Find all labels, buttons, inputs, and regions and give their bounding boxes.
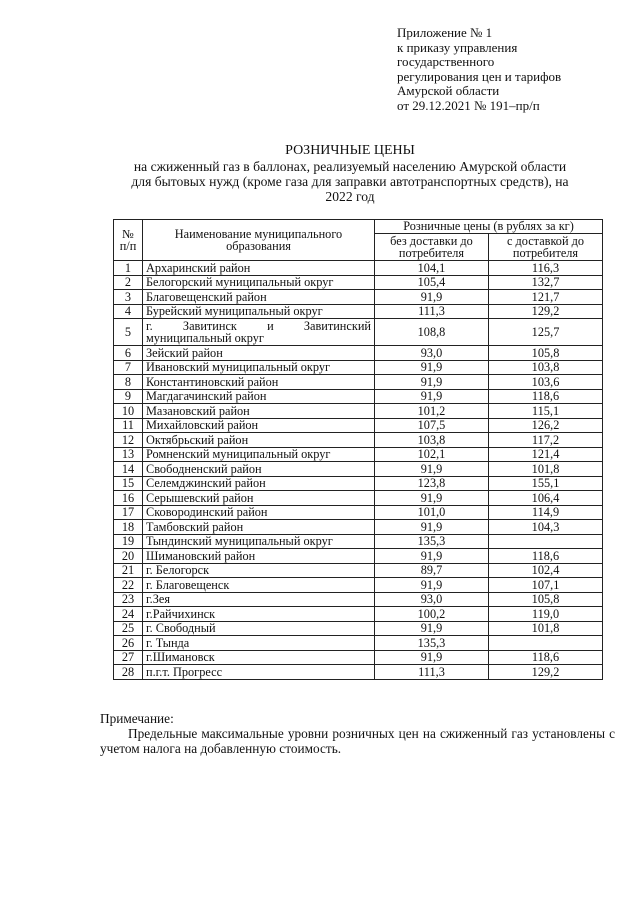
row-municipality: п.г.т. Прогресс (143, 665, 375, 680)
row-price-with-delivery: 155,1 (489, 476, 603, 491)
row-number: 20 (114, 549, 143, 564)
row-municipality: Благовещенский район (143, 290, 375, 305)
appendix-line: государственного (397, 54, 495, 69)
row-number: 10 (114, 404, 143, 419)
row-municipality: г.Зея (143, 592, 375, 607)
row-municipality: Октябрьский район (143, 433, 375, 448)
row-municipality: Магдагачинский район (143, 389, 375, 404)
row-number: 16 (114, 491, 143, 506)
table-row (114, 578, 603, 593)
row-price-with-delivery: 119,0 (489, 607, 603, 622)
row-number: 6 (114, 346, 143, 361)
row-number: 15 (114, 476, 143, 491)
document-subtitle-line: 2022 год (325, 189, 375, 204)
note-block (100, 711, 615, 756)
row-number: 7 (114, 360, 143, 375)
row-municipality: Бурейский муниципальный округ (143, 304, 375, 319)
row-number: 3 (114, 290, 143, 305)
appendix-line: от 29.12.2021 № 191–пр/п (397, 97, 540, 113)
row-municipality: г. Белогорск (143, 563, 375, 578)
row-price-with-delivery: 117,2 (489, 433, 603, 448)
row-price-no-delivery: 107,5 (375, 418, 489, 433)
row-number: 8 (114, 375, 143, 390)
header-prices: Розничные цены (в рублях за кг) (375, 220, 603, 234)
row-price-with-delivery: 101,8 (489, 462, 603, 477)
document-title: РОЗНИЧНЫЕ ЦЕНЫ (285, 143, 415, 158)
appendix-line: к приказу управления (397, 39, 518, 55)
row-municipality: Селемджинский район (143, 476, 375, 491)
row-price-with-delivery: 118,6 (489, 549, 603, 564)
row-municipality: Ромненский муниципальный округ (143, 447, 375, 462)
row-price-no-delivery: 91,9 (375, 491, 489, 506)
row-number: 9 (114, 389, 143, 404)
row-price-with-delivery: 105,8 (489, 346, 603, 361)
row-price-with-delivery (489, 534, 603, 549)
row-price-no-delivery: 111,3 (375, 665, 489, 680)
row-number: 12 (114, 433, 143, 448)
row-price-with-delivery: 107,1 (489, 578, 603, 593)
row-price-no-delivery: 104,1 (375, 261, 489, 276)
row-number: 25 (114, 621, 143, 636)
table-row (114, 346, 603, 361)
header-municipality: Наименование муниципального образования (143, 220, 375, 261)
row-price-with-delivery: 103,6 (489, 375, 603, 390)
row-price-no-delivery: 135,3 (375, 534, 489, 549)
row-municipality: Константиновский район (143, 375, 375, 390)
row-price-with-delivery: 104,3 (489, 520, 603, 535)
row-price-with-delivery (489, 636, 603, 651)
row-number: 26 (114, 636, 143, 651)
header-no-delivery: без доставки до потребителя (375, 234, 489, 261)
row-number: 1 (114, 261, 143, 276)
table-row (114, 319, 603, 346)
row-number: 19 (114, 534, 143, 549)
table-row (114, 275, 603, 290)
row-municipality: г.Райчихинск (143, 607, 375, 622)
row-price-no-delivery: 123,8 (375, 476, 489, 491)
table-row (114, 491, 603, 506)
row-municipality: Белогорский муниципальный округ (143, 275, 375, 290)
note-label: Примечание: (100, 711, 174, 726)
row-number: 22 (114, 578, 143, 593)
row-price-with-delivery: 129,2 (489, 665, 603, 680)
row-municipality: Тамбовский район (143, 520, 375, 535)
row-number: 4 (114, 304, 143, 319)
table-row (114, 505, 603, 520)
row-price-no-delivery: 91,9 (375, 290, 489, 305)
row-municipality: Ивановский муниципальный округ (143, 360, 375, 375)
table-row (114, 476, 603, 491)
row-municipality: г. Тында (143, 636, 375, 651)
row-price-no-delivery: 91,9 (375, 549, 489, 564)
row-price-no-delivery: 91,9 (375, 621, 489, 636)
table-row (114, 636, 603, 651)
row-municipality: Шимановский район (143, 549, 375, 564)
row-price-no-delivery: 100,2 (375, 607, 489, 622)
row-municipality: Тындинский муниципальный округ (143, 534, 375, 549)
row-price-no-delivery: 91,9 (375, 360, 489, 375)
row-price-with-delivery: 116,3 (489, 261, 603, 276)
table-row (114, 404, 603, 419)
row-price-with-delivery: 118,6 (489, 389, 603, 404)
row-number: 18 (114, 520, 143, 535)
row-price-no-delivery: 91,9 (375, 375, 489, 390)
row-price-with-delivery: 121,7 (489, 290, 603, 305)
table-row (114, 462, 603, 477)
row-price-with-delivery: 115,1 (489, 404, 603, 419)
row-number: 24 (114, 607, 143, 622)
row-price-with-delivery: 102,4 (489, 563, 603, 578)
row-price-with-delivery: 121,4 (489, 447, 603, 462)
row-number: 17 (114, 505, 143, 520)
table-row (114, 621, 603, 636)
row-number: 13 (114, 447, 143, 462)
table-row (114, 520, 603, 535)
row-municipality: Свободненский район (143, 462, 375, 477)
appendix-line: Приложение № 1 (397, 25, 493, 40)
table-row (114, 375, 603, 390)
table-row (114, 549, 603, 564)
row-number: 27 (114, 650, 143, 665)
row-municipality: г. Благовещенск (143, 578, 375, 593)
table-row (114, 360, 603, 375)
row-number: 2 (114, 275, 143, 290)
row-price-with-delivery: 126,2 (489, 418, 603, 433)
row-municipality: г. Свободный (143, 621, 375, 636)
row-number: 28 (114, 665, 143, 680)
row-price-with-delivery: 129,2 (489, 304, 603, 319)
row-municipality: Архаринский район (143, 261, 375, 276)
row-number: 21 (114, 563, 143, 578)
table-row (114, 418, 603, 433)
row-municipality: Серышевский район (143, 491, 375, 506)
table-row (114, 261, 603, 276)
row-price-no-delivery: 91,9 (375, 578, 489, 593)
row-price-with-delivery: 125,7 (489, 319, 603, 346)
row-price-no-delivery: 103,8 (375, 433, 489, 448)
table-row (114, 592, 603, 607)
row-price-no-delivery: 93,0 (375, 346, 489, 361)
row-municipality: г. Завитинск и Завитинский муниципальный округ (143, 319, 375, 346)
row-municipality: Михайловский район (143, 418, 375, 433)
table-row (114, 534, 603, 549)
row-price-no-delivery: 101,0 (375, 505, 489, 520)
row-municipality: г.Шимановск (143, 650, 375, 665)
row-number: 11 (114, 418, 143, 433)
table-row (114, 290, 603, 305)
row-number: 23 (114, 592, 143, 607)
table-row (114, 607, 603, 622)
row-price-no-delivery: 93,0 (375, 592, 489, 607)
row-price-no-delivery: 108,8 (375, 319, 489, 346)
appendix-block (397, 26, 632, 113)
row-price-with-delivery: 106,4 (489, 491, 603, 506)
row-price-no-delivery: 135,3 (375, 636, 489, 651)
row-municipality: Сковородинский район (143, 505, 375, 520)
table-row (114, 563, 603, 578)
row-municipality: Мазановский район (143, 404, 375, 419)
table-row (114, 447, 603, 462)
row-price-with-delivery: 101,8 (489, 621, 603, 636)
row-price-no-delivery: 91,9 (375, 520, 489, 535)
row-price-no-delivery: 89,7 (375, 563, 489, 578)
row-price-no-delivery: 91,9 (375, 650, 489, 665)
row-price-with-delivery: 132,7 (489, 275, 603, 290)
header-number: № п/п (114, 220, 143, 261)
row-price-with-delivery: 103,8 (489, 360, 603, 375)
prices-table (113, 219, 603, 680)
note-text: Предельные максимальные уровни розничных цен на сжиженный газ установлены с учетом налога на добавленную стоимость. (100, 726, 615, 756)
row-municipality: Зейский район (143, 346, 375, 361)
row-price-with-delivery: 114,9 (489, 505, 603, 520)
table-row (114, 304, 603, 319)
row-price-with-delivery: 118,6 (489, 650, 603, 665)
row-price-no-delivery: 91,9 (375, 462, 489, 477)
row-number: 5 (114, 319, 143, 346)
appendix-line: регулирования цен и тарифов (397, 68, 562, 84)
table-row (114, 389, 603, 404)
row-price-no-delivery: 91,9 (375, 389, 489, 404)
row-price-with-delivery: 105,8 (489, 592, 603, 607)
header-with-delivery: с доставкой до потребителя (489, 234, 603, 261)
table-row (114, 650, 603, 665)
row-price-no-delivery: 111,3 (375, 304, 489, 319)
row-price-no-delivery: 101,2 (375, 404, 489, 419)
row-number: 14 (114, 462, 143, 477)
appendix-line: Амурской области (397, 83, 500, 98)
document-subtitle-line: на сжиженный газ в баллонах, реализуемый населению Амурской области (133, 159, 567, 174)
document-subtitle-line: для бытовых нужд (кроме газа для заправки автотранспортных средств), на (131, 174, 569, 189)
table-row (114, 433, 603, 448)
row-price-no-delivery: 102,1 (375, 447, 489, 462)
row-price-no-delivery: 105,4 (375, 275, 489, 290)
table-row (114, 665, 603, 680)
